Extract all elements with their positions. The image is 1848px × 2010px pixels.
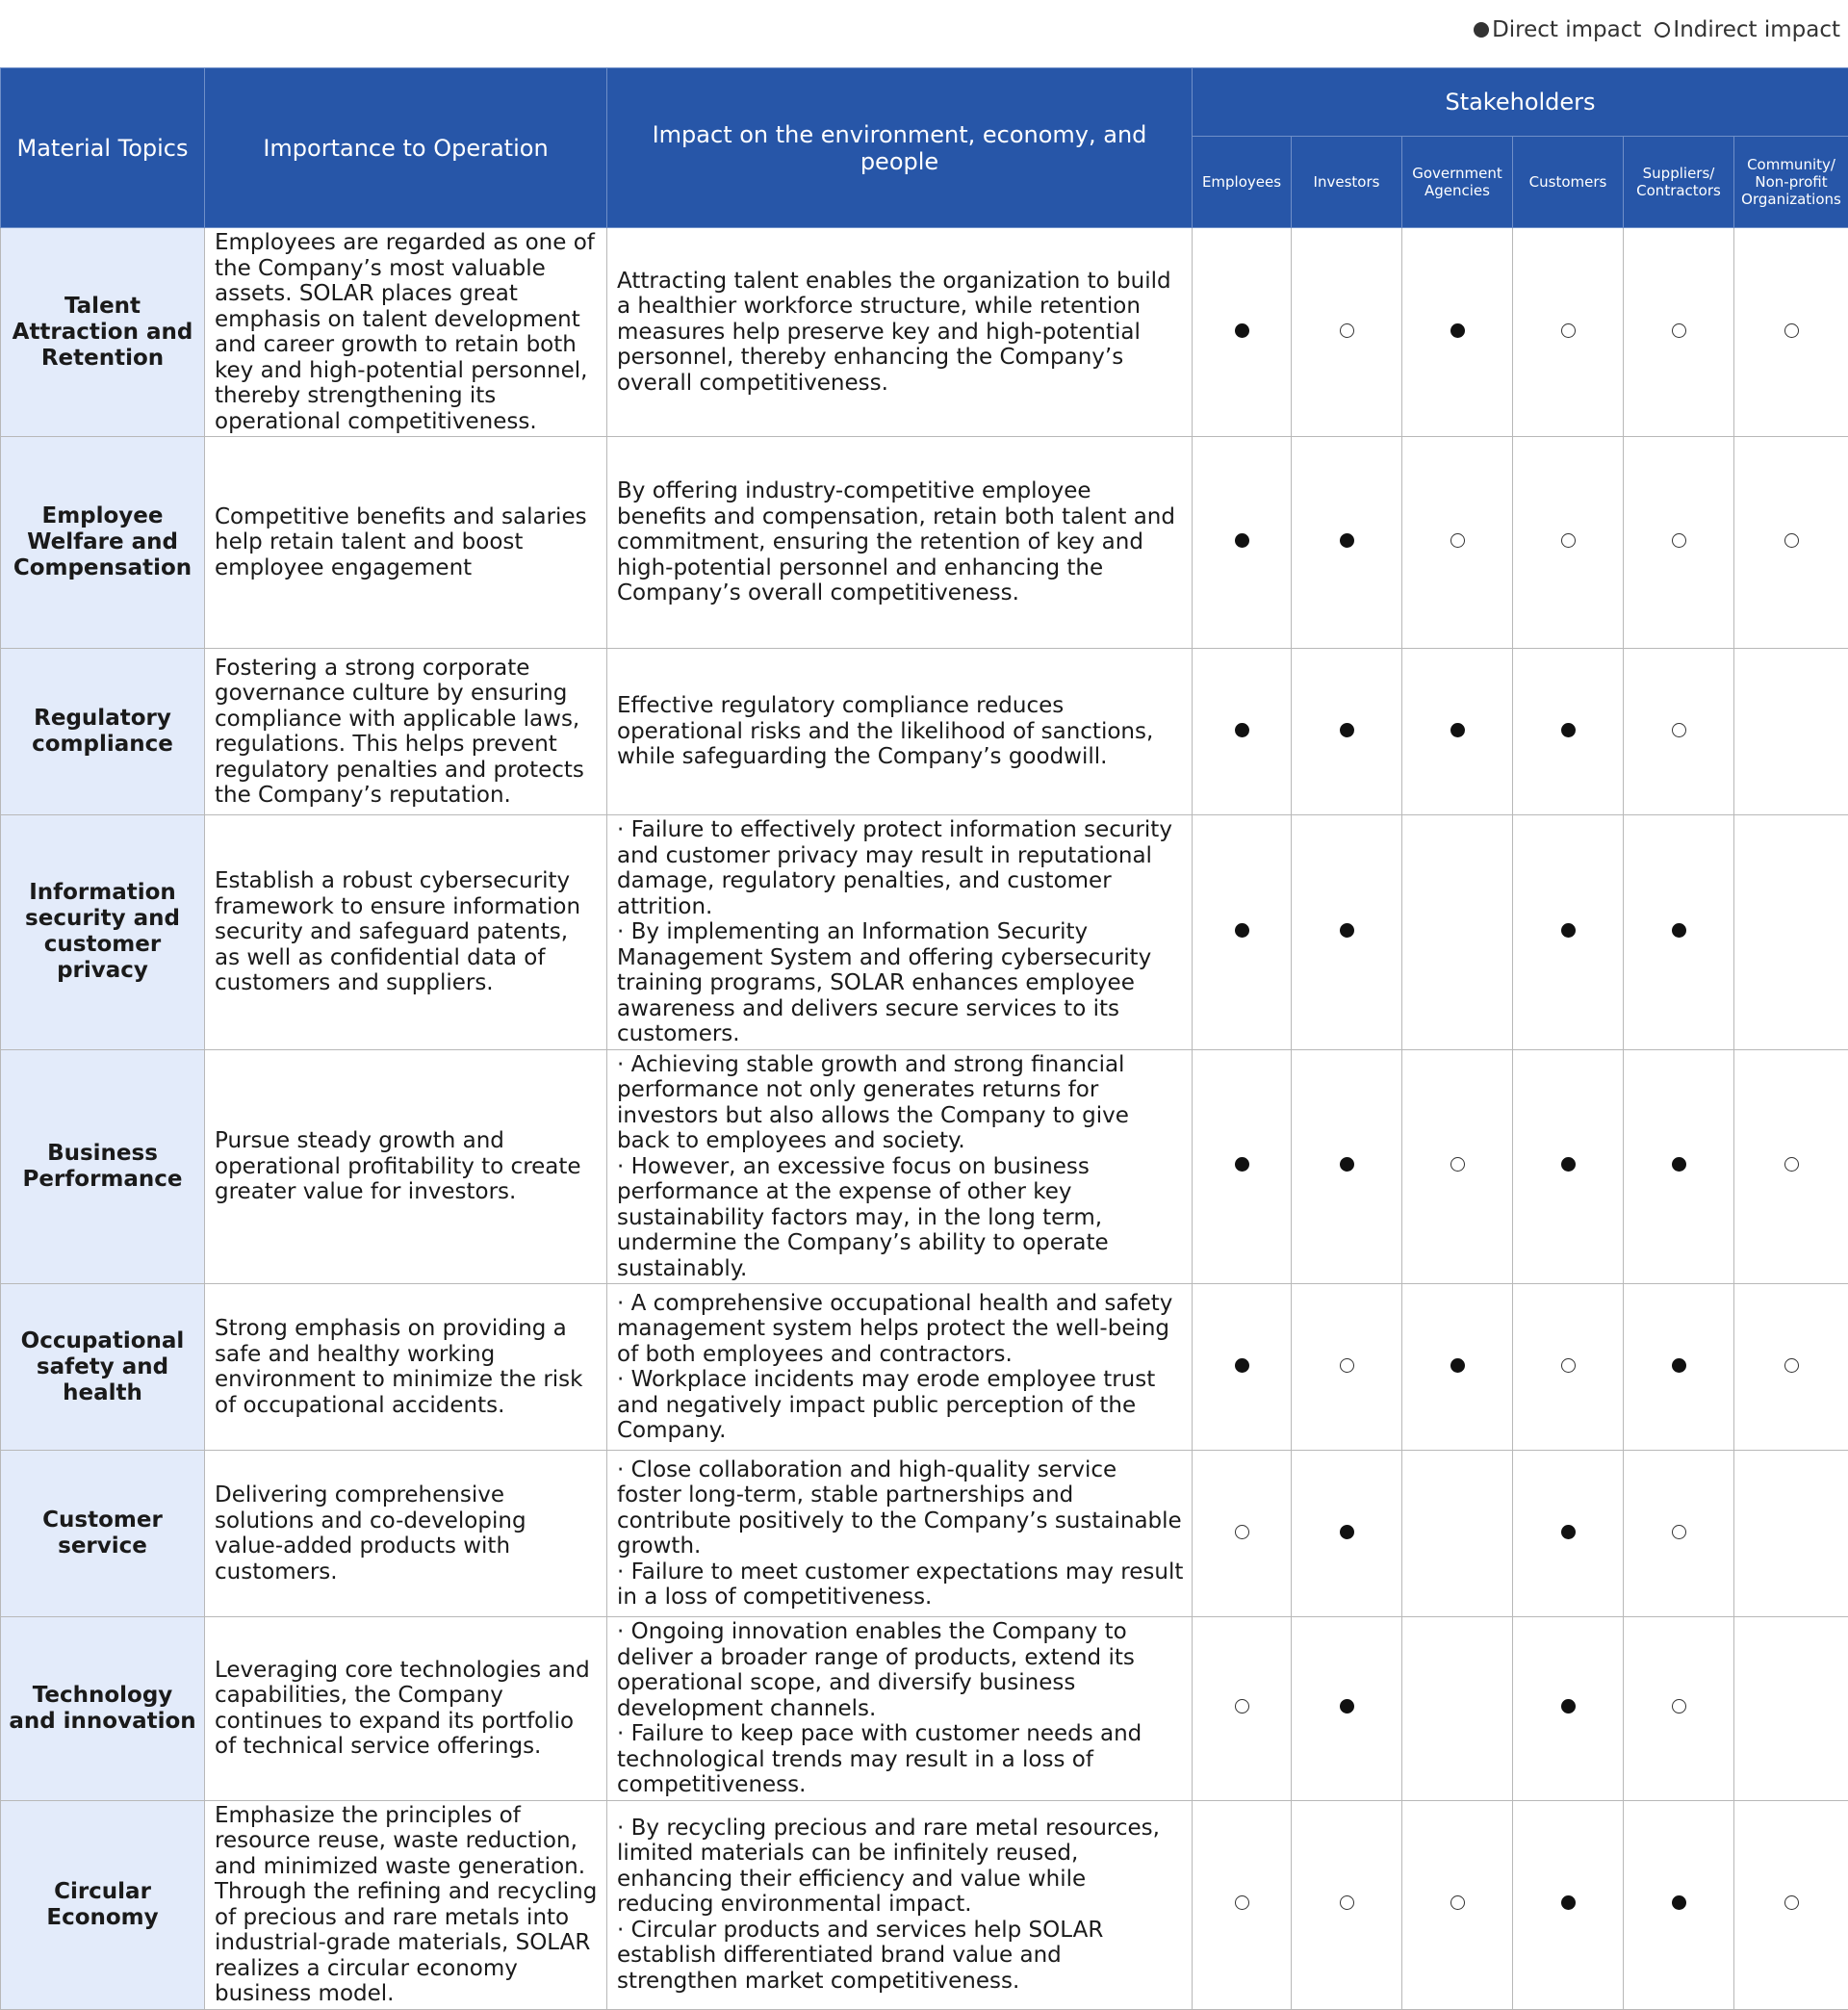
hollow-circle-icon [1235, 1525, 1249, 1539]
stakeholder-impact-cell [1624, 815, 1734, 1050]
importance-cell [205, 815, 607, 1050]
stakeholder-impact-cell [1734, 1049, 1848, 1284]
stakeholder-impact-cell [1734, 437, 1848, 649]
stakeholder-impact-cell [1624, 437, 1734, 649]
hollow-circle-icon [1784, 533, 1799, 548]
importance-cell [205, 1617, 607, 1801]
header-suppliers: Suppliers/ Contractors [1624, 137, 1734, 228]
importance-cell [205, 437, 607, 649]
importance-paragraph: Establish a robust cybersecurity framework to ensure information security and safeguard patents, as well as confidential data of customers and suppliers. [215, 868, 599, 996]
hollow-circle-icon [1784, 323, 1799, 338]
stakeholder-impact-cell [1624, 1284, 1734, 1451]
stakeholder-impact-cell [1292, 815, 1402, 1050]
material-topic-cell: Occupational safety and health [1, 1284, 205, 1451]
header-material-topics: Material Topics [1, 68, 205, 228]
stakeholder-impact-cell [1734, 1800, 1848, 2009]
filled-circle-icon [1672, 1358, 1686, 1373]
header-impact: Impact on the environment, economy, and people [607, 68, 1193, 228]
impact-cell [607, 1617, 1193, 1801]
filled-circle-icon [1672, 923, 1686, 938]
table-row [1, 649, 1848, 815]
legend-indirect [1655, 17, 1840, 42]
hollow-circle-icon [1561, 1358, 1576, 1373]
filled-circle-icon [1561, 1895, 1576, 1910]
filled-circle-icon [1235, 1157, 1249, 1172]
stakeholder-impact-cell [1402, 1284, 1513, 1451]
stakeholder-impact-cell [1734, 1284, 1848, 1451]
filled-circle-icon [1340, 533, 1354, 548]
filled-circle-icon [1474, 22, 1489, 38]
material-topic-cell: Talent Attraction and Retention [1, 228, 205, 437]
importance-paragraph: Fostering a strong corporate governance culture by ensuring compliance with applicable laws, regulations. This helps prevent regulatory penalties and protects the Company’s reputation. [215, 656, 599, 809]
impact-paragraph: · Achieving stable growth and strong financial performance not only generates returns for investors but also allows the Company to give back to employees and society. [617, 1052, 1184, 1154]
legend-direct-label: Direct impact [1492, 17, 1641, 42]
hollow-circle-icon [1784, 1358, 1799, 1373]
stakeholder-impact-cell [1402, 437, 1513, 649]
table-row [1, 1451, 1848, 1617]
impact-paragraph: · Ongoing innovation enables the Company to deliver a broader range of products, extend its operational scope, and diversify business development channels. [617, 1619, 1184, 1721]
stakeholder-impact-cell [1193, 1284, 1292, 1451]
stakeholder-impact-cell [1292, 228, 1402, 437]
material-topics-table [0, 67, 1848, 2010]
stakeholder-impact-cell [1624, 1800, 1734, 2009]
hollow-circle-icon [1450, 1895, 1465, 1910]
hollow-circle-icon [1672, 723, 1686, 737]
table-row [1, 1049, 1848, 1284]
impact-cell [607, 649, 1193, 815]
filled-circle-icon [1561, 1157, 1576, 1172]
stakeholder-impact-cell [1513, 437, 1624, 649]
hollow-circle-icon [1672, 323, 1686, 338]
hollow-circle-icon [1784, 1895, 1799, 1910]
hollow-circle-icon [1672, 533, 1686, 548]
filled-circle-icon [1672, 1895, 1686, 1910]
hollow-circle-icon [1340, 323, 1354, 338]
impact-paragraph: · By recycling precious and rare metal resources, limited materials can be infinitely reused, enhancing their efficiency and value while reducing environmental impact. [617, 1816, 1184, 1918]
importance-cell [205, 649, 607, 815]
importance-paragraph: Pursue steady growth and operational profitability to create greater value for investors. [215, 1128, 599, 1205]
table-row [1, 228, 1848, 437]
filled-circle-icon [1235, 533, 1249, 548]
hollow-circle-icon [1672, 1699, 1686, 1714]
filled-circle-icon [1235, 923, 1249, 938]
impact-paragraph: · However, an excessive focus on business performance at the expense of other key sustainability factors may, in the long term, undermine the Company’s ability to operate sustainably. [617, 1154, 1184, 1282]
hollow-circle-icon [1561, 323, 1576, 338]
hollow-circle-icon [1672, 1525, 1686, 1539]
impact-cell [607, 815, 1193, 1050]
stakeholder-impact-cell [1402, 1800, 1513, 2009]
stakeholder-impact-cell [1624, 1617, 1734, 1801]
filled-circle-icon [1561, 723, 1576, 737]
importance-cell [205, 228, 607, 437]
stakeholder-impact-cell [1624, 1049, 1734, 1284]
stakeholder-impact-cell [1292, 1800, 1402, 2009]
stakeholder-impact-cell [1193, 815, 1292, 1050]
material-topic-cell: Customer service [1, 1451, 205, 1617]
hollow-circle-icon [1235, 1895, 1249, 1910]
stakeholder-impact-cell [1402, 1451, 1513, 1617]
impact-paragraph: · Circular products and services help SOLAR establish differentiated brand value and strengthen market competitiveness. [617, 1918, 1184, 1995]
stakeholder-impact-cell [1513, 1451, 1624, 1617]
legend-indirect-label: Indirect impact [1673, 17, 1840, 42]
filled-circle-icon [1561, 923, 1576, 938]
filled-circle-icon [1672, 1157, 1686, 1172]
importance-paragraph: Leveraging core technologies and capabilities, the Company continues to expand its portfolio of technical service offerings. [215, 1658, 599, 1760]
stakeholder-impact-cell [1513, 1617, 1624, 1801]
filled-circle-icon [1561, 1699, 1576, 1714]
impact-paragraph: Attracting talent enables the organization to build a healthier workforce structure, while retention measures help preserve key and high-potential personnel, thereby enhancing the Company’s overall competitiveness. [617, 269, 1184, 397]
filled-circle-icon [1450, 323, 1465, 338]
stakeholder-impact-cell [1193, 1617, 1292, 1801]
stakeholder-impact-cell [1734, 1451, 1848, 1617]
table-row [1, 437, 1848, 649]
importance-cell [205, 1284, 607, 1451]
importance-cell [205, 1800, 607, 2009]
stakeholder-impact-cell [1193, 437, 1292, 649]
header-government-agencies: Government Agencies [1402, 137, 1513, 228]
stakeholder-impact-cell [1402, 228, 1513, 437]
hollow-circle-icon [1561, 533, 1576, 548]
filled-circle-icon [1235, 723, 1249, 737]
filled-circle-icon [1235, 323, 1249, 338]
stakeholder-impact-cell [1292, 437, 1402, 649]
hollow-circle-icon [1340, 1358, 1354, 1373]
hollow-circle-icon [1450, 533, 1465, 548]
impact-paragraph: · Failure to effectively protect information security and customer privacy may result in reputational damage, regulatory penalties, and customer attrition. [617, 817, 1184, 919]
stakeholder-impact-cell [1734, 815, 1848, 1050]
hollow-circle-icon [1784, 1157, 1799, 1172]
filled-circle-icon [1561, 1525, 1576, 1539]
stakeholder-impact-cell [1402, 815, 1513, 1050]
impact-cell [607, 1800, 1193, 2009]
material-topic-cell: Circular Economy [1, 1800, 205, 2009]
filled-circle-icon [1450, 723, 1465, 737]
hollow-circle-icon [1235, 1699, 1249, 1714]
stakeholder-impact-cell [1513, 1284, 1624, 1451]
hollow-circle-icon [1450, 1157, 1465, 1172]
importance-paragraph: Competitive benefits and salaries help retain talent and boost employee engagement [215, 504, 599, 581]
material-topic-cell: Information security and customer privacy [1, 815, 205, 1050]
header-importance: Importance to Operation [205, 68, 607, 228]
impact-cell [607, 1451, 1193, 1617]
importance-paragraph: Strong emphasis on providing a safe and healthy working environment to minimize the risk of occupational accidents. [215, 1316, 599, 1418]
stakeholder-impact-cell [1193, 228, 1292, 437]
importance-cell [205, 1451, 607, 1617]
impact-paragraph: · By implementing an Information Security Management System and offering cybersecurity training programs, SOLAR enhances employee awareness and delivers secure services to its customers. [617, 919, 1184, 1047]
filled-circle-icon [1340, 923, 1354, 938]
table-row [1, 1284, 1848, 1451]
impact-paragraph: · Close collaboration and high-quality service foster long-term, stable partnerships and contribute positively to the Company’s sustainable growth. [617, 1457, 1184, 1559]
stakeholder-impact-cell [1193, 1800, 1292, 2009]
material-topic-cell: Technology and innovation [1, 1617, 205, 1801]
stakeholder-impact-cell [1624, 1451, 1734, 1617]
importance-paragraph: Emphasize the principles of resource reuse, waste reduction, and minimized waste generation. Through the refining and recycling of precious and rare metals into industrial-grade materials, SOLAR realizes a circular economy business model. [215, 1803, 599, 2007]
header-community: Community/ Non-profit Organizations [1734, 137, 1848, 228]
stakeholder-impact-cell [1513, 1049, 1624, 1284]
stakeholder-impact-cell [1734, 228, 1848, 437]
table-row [1, 1800, 1848, 2009]
stakeholder-impact-cell [1292, 649, 1402, 815]
impact-legend [1474, 17, 1840, 42]
legend-direct [1474, 17, 1641, 42]
stakeholder-impact-cell [1402, 1617, 1513, 1801]
impact-paragraph: · A comprehensive occupational health and safety management system helps protect the well-being of both employees and contractors. [617, 1291, 1184, 1368]
filled-circle-icon [1340, 1699, 1354, 1714]
filled-circle-icon [1340, 1525, 1354, 1539]
material-topic-cell: Employee Welfare and Compensation [1, 437, 205, 649]
importance-cell [205, 1049, 607, 1284]
impact-paragraph: Effective regulatory compliance reduces operational risks and the likelihood of sanctions, while safeguarding the Company’s goodwill. [617, 693, 1184, 770]
stakeholder-impact-cell [1292, 1284, 1402, 1451]
impact-cell [607, 1284, 1193, 1451]
impact-cell [607, 437, 1193, 649]
header-investors: Investors [1292, 137, 1402, 228]
stakeholder-impact-cell [1513, 649, 1624, 815]
stakeholder-impact-cell [1402, 649, 1513, 815]
impact-paragraph: · Failure to keep pace with customer needs and technological trends may result in a loss of competitiveness. [617, 1721, 1184, 1798]
filled-circle-icon [1235, 1358, 1249, 1373]
stakeholder-impact-cell [1193, 649, 1292, 815]
impact-paragraph: · Failure to meet customer expectations may result in a loss of competitiveness. [617, 1559, 1184, 1611]
stakeholder-impact-cell [1734, 649, 1848, 815]
stakeholder-impact-cell [1734, 1617, 1848, 1801]
stakeholder-impact-cell [1292, 1617, 1402, 1801]
stakeholder-impact-cell [1513, 815, 1624, 1050]
header-customers: Customers [1513, 137, 1624, 228]
material-topic-cell: Regulatory compliance [1, 649, 205, 815]
stakeholder-impact-cell [1193, 1049, 1292, 1284]
filled-circle-icon [1340, 723, 1354, 737]
impact-cell [607, 1049, 1193, 1284]
stakeholder-impact-cell [1193, 1451, 1292, 1617]
filled-circle-icon [1450, 1358, 1465, 1373]
stakeholder-impact-cell [1292, 1049, 1402, 1284]
header-stakeholders: Stakeholders [1193, 68, 1848, 137]
hollow-circle-icon [1340, 1895, 1354, 1910]
header-employees: Employees [1193, 137, 1292, 228]
table-row [1, 1617, 1848, 1801]
impact-paragraph: By offering industry-competitive employee benefits and compensation, retain both talent and commitment, ensuring the retention of key and high-potential personnel and enhancing the Company’s overall competitiveness. [617, 478, 1184, 606]
stakeholder-impact-cell [1513, 228, 1624, 437]
table-row [1, 815, 1848, 1050]
stakeholder-impact-cell [1402, 1049, 1513, 1284]
stakeholder-impact-cell [1292, 1451, 1402, 1617]
filled-circle-icon [1340, 1157, 1354, 1172]
material-topic-cell: Business Performance [1, 1049, 205, 1284]
impact-paragraph: · Workplace incidents may erode employee trust and negatively impact public perception of the Company. [617, 1367, 1184, 1444]
hollow-circle-icon [1655, 22, 1670, 38]
stakeholder-impact-cell [1513, 1800, 1624, 2009]
importance-paragraph: Employees are regarded as one of the Company’s most valuable assets. SOLAR places great emphasis on talent development and career growth to retain both key and high-potential personnel, thereby strengthening its operational competitiveness. [215, 230, 599, 434]
stakeholder-impact-cell [1624, 649, 1734, 815]
stakeholder-impact-cell [1624, 228, 1734, 437]
importance-paragraph: Delivering comprehensive solutions and co-developing value-added products with customers. [215, 1482, 599, 1585]
impact-cell [607, 228, 1193, 437]
